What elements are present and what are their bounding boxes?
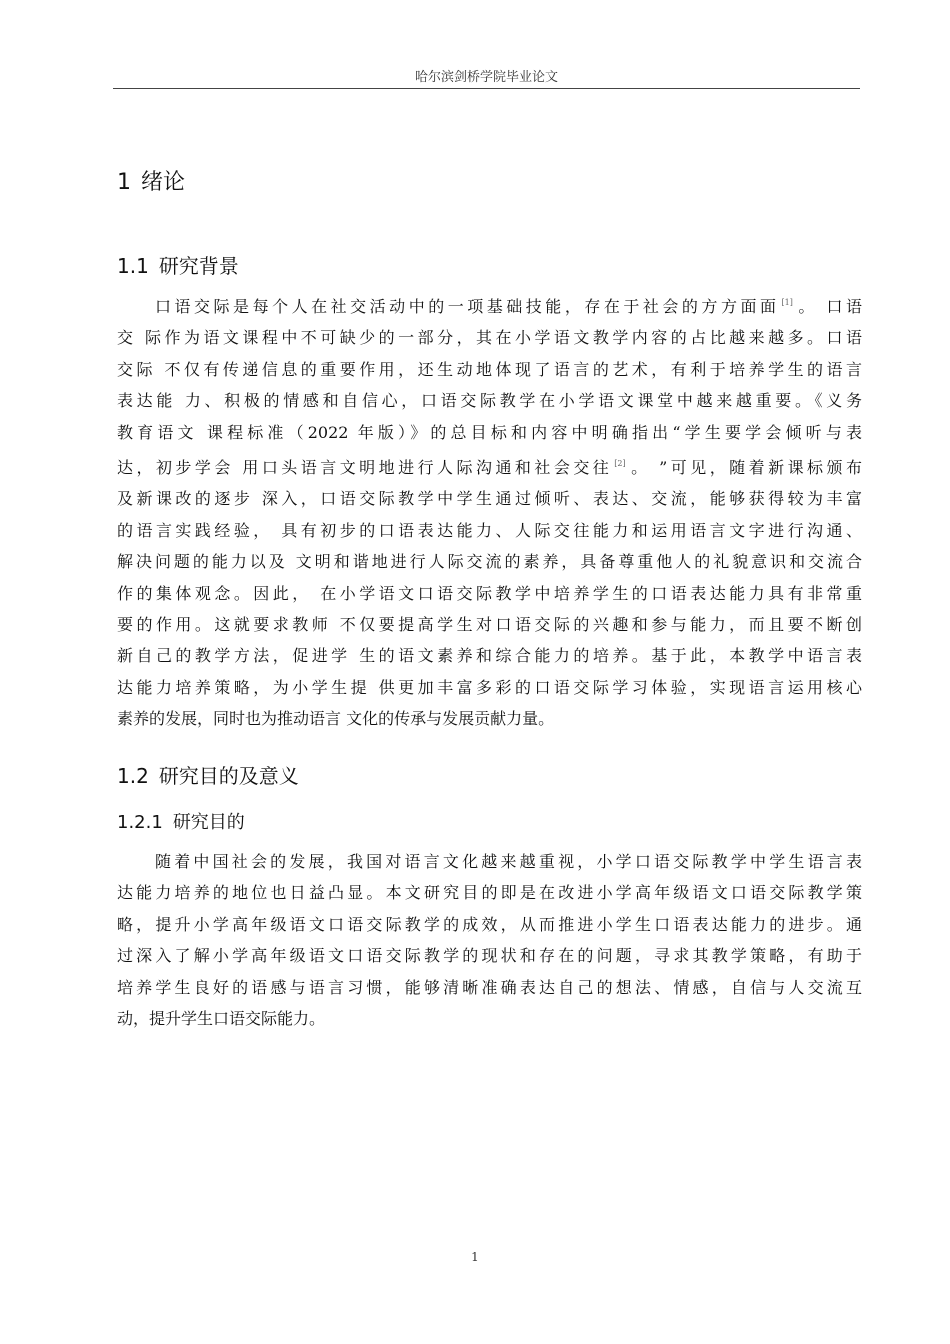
section-number: 1.1 [117, 254, 149, 278]
background-paragraph [117, 287, 862, 735]
paragraph-line: 解决问题的能力以及 文明和谐地进行人际交流的素养，具备尊重他人的礼貌意识和交流合 [117, 552, 862, 572]
page-number: 1 [471, 1250, 479, 1264]
chapter-heading [117, 165, 185, 196]
paragraph-line: 动，提升学生口语交际能力。 [117, 1009, 326, 1029]
purpose-paragraph [117, 846, 862, 1034]
section-title: 研究背景 [158, 254, 239, 278]
paragraph-line: 的语言实践经验， 具有初步的口语表达能力、人际交往能力和运用语言文字进行沟通、 [117, 520, 862, 540]
paragraph-line: 达能力培养的地位也日益凸显。本文研究目的即是在改进小学高年级语文口语交际教学策 [117, 883, 862, 903]
paragraph-line: 略，提升小学高年级语文口语交际教学的成效，从而推进小学生口语表达能力的进步。通 [117, 914, 862, 934]
paragraph-line: 素养的发展，同时也为推动语言 文化的传承与发展贡献力量。 [117, 709, 555, 729]
section-heading-1-2 [117, 760, 299, 789]
paragraph-line: 达，初步学会 用口头语言文明地进行人际沟通和社会交往 [2] 。 ”可见，随着新课标颁布 [117, 458, 862, 478]
paragraph-line: 培养学生良好的语感与语言习惯，能够清晰准确表达自己的想法、情感，自信与人交流互 [117, 977, 862, 997]
paragraph-line: 随着中国社会的发展，我国对语言文化越来越重视，小学口语交际教学中学生语言表 [155, 852, 862, 871]
section-title: 研究目的及意义 [158, 764, 299, 788]
paragraph-line: 交 际作为语文课程中不可缺少的一部分，其在小学语文教学内容的占比越来越多。口语 [117, 328, 862, 348]
paragraph-line: 要的作用。这就要求教师 不仅要提高学生对口语交际的兴趣和参与能力，而且要不断创 [117, 615, 862, 635]
chapter-title: 绪论 [141, 170, 186, 195]
section-heading-1-1 [117, 250, 239, 279]
paragraph-line: 表达能 力、积极的情感和自信心，口语交际教学在小学语文课堂中越来越重要。《义务 [117, 391, 862, 411]
paragraph-line: 新自己的教学方法，促进学 生的语文素养和综合能力的培养。基于此，本教学中语言表 [117, 646, 862, 666]
paragraph-line: 及新课改的逐步 深入，口语交际教学中学生通过倾听、表达、交流，能够获得较为丰富 [117, 489, 862, 509]
paragraph-line: 教育语文 课程标准（2022 年版）》的总目标和内容中明确指出“学生要学会倾听与表 [117, 422, 862, 442]
paragraph-line: 交际 不仅有传递信息的重要作用，还生动地体现了语言的艺术，有利于培养学生的语言 [117, 359, 862, 379]
subsection-number: 1.2.1 [117, 812, 163, 833]
paragraph-line: 过深入了解小学高年级语文口语交际教学的现状和存在的问题，寻求其教学策略，有助于 [117, 946, 862, 966]
section-number: 1.2 [117, 764, 149, 788]
header-divider [113, 88, 860, 89]
citation-ref: [1] [781, 298, 793, 307]
citation-ref: [2] [614, 459, 626, 469]
paragraph-line: 口语交际是每个人在社交活动中的一项基础技能，存在于社会的方方面面 [1] 。 口语 [155, 297, 862, 316]
paragraph-line: 作的集体观念。因此， 在小学语文口语交际教学中培养学生的口语表达能力具有非常重 [117, 583, 862, 603]
subsection-heading-1-2-1 [117, 808, 245, 834]
subsection-title: 研究目的 [172, 812, 245, 833]
paragraph-line: 达能力培养策略，为小学生提 供更加丰富多彩的口语交际学习体验，实现语言运用核心 [117, 677, 862, 697]
chapter-number: 1 [117, 170, 131, 195]
running-header: 哈尔滨剑桥学院毕业论文 [414, 70, 558, 85]
